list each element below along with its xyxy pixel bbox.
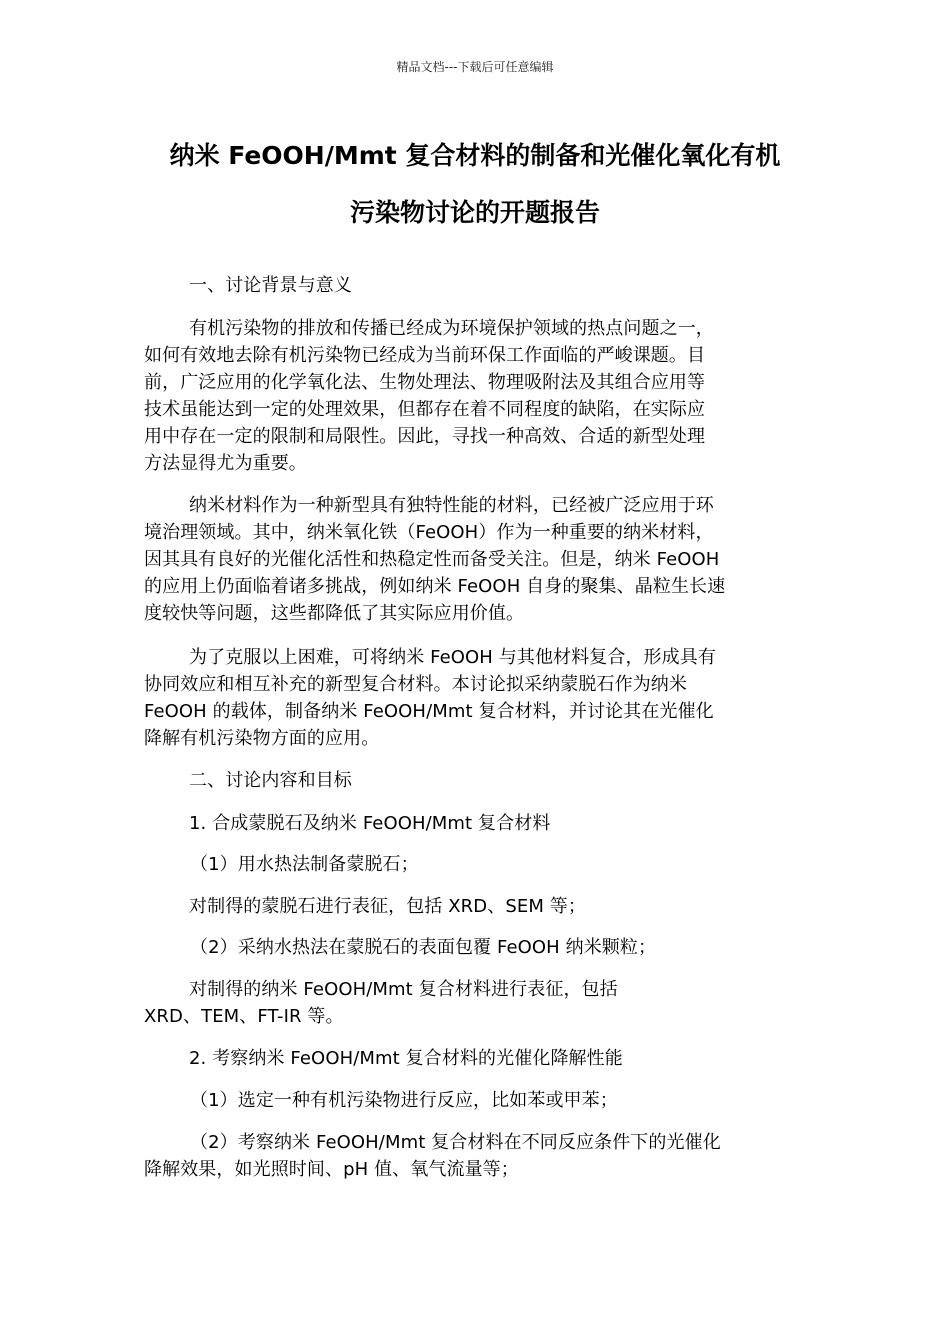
paragraph-line: 前，广泛应用的化学氧化法、生物处理法、物理吸附法及其组合应用等 xyxy=(144,372,706,393)
list-item-2-1: （1）选定一种有机污染物进行反应，比如苯或甲苯； xyxy=(190,1090,618,1111)
document-title-line-2: 污染物讨论的开题报告 xyxy=(349,198,600,227)
list-item-1: 1. 合成蒙脱石及纳米 FeOOH/Mmt 复合材料 xyxy=(189,813,551,834)
paragraph-2 xyxy=(144,492,814,627)
paragraph-line: 为了克服以上困难，可将纳米 FeOOH 与其他材料复合，形成具有 xyxy=(189,647,716,668)
paragraph-line: 如何有效地去除有机污染物已经成为当前环保工作面临的严峻课题。目 xyxy=(144,345,706,366)
section-1-heading: 一、讨论背景与意义 xyxy=(189,275,352,296)
list-item-1-1-note: 对制得的蒙脱石进行表征，包括 XRD、SEM 等； xyxy=(189,896,586,917)
paragraph-1 xyxy=(144,315,814,477)
paragraph-line: XRD、TEM、FT-IR 等。 xyxy=(144,1006,344,1027)
paragraph-line: 的应用上仍面临着诸多挑战，例如纳米 FeOOH 自身的聚集、晶粒生长速 xyxy=(144,576,726,597)
paragraph-line: 境治理领域。其中，纳米氧化铁（FeOOH）作为一种重要的纳米材料， xyxy=(144,522,714,543)
paragraph-line: 降解有机污染物方面的应用。 xyxy=(144,728,380,749)
list-item-2: 2. 考察纳米 FeOOH/Mmt 复合材料的光催化降解性能 xyxy=(189,1048,623,1069)
paragraph-line: 方法显得尤为重要。 xyxy=(144,453,307,474)
page-header: 精品文档---下载后可任意编辑 xyxy=(396,60,554,74)
paragraph-line: 纳米材料作为一种新型具有独特性能的材料，已经被广泛应用于环 xyxy=(189,495,714,516)
document-title-line-1: 纳米 FeOOH/Mmt 复合材料的制备和光催化氧化有机 xyxy=(169,141,781,170)
paragraph-line: 用中存在一定的限制和局限性。因此，寻找一种高效、合适的新型处理 xyxy=(144,426,706,447)
paragraph-line: 协同效应和相互补充的新型复合材料。本讨论拟采纳蒙脱石作为纳米 xyxy=(144,674,687,695)
list-item-2-2 xyxy=(144,1129,814,1183)
section-2-heading: 二、讨论内容和目标 xyxy=(189,770,352,791)
list-item-1-1: （1）用水热法制备蒙脱石； xyxy=(190,854,419,875)
paragraph-line: FeOOH 的载体，制备纳米 FeOOH/Mmt 复合材料，并讨论其在光催化 xyxy=(144,701,714,722)
paragraph-line: （2）考察纳米 FeOOH/Mmt 复合材料在不同反应条件下的光催化 xyxy=(190,1132,721,1153)
paragraph-line: 因其具有良好的光催化活性和热稳定性而备受关注。但是，纳米 FeOOH xyxy=(144,549,720,570)
paragraph-line: 降解效果，如光照时间、pH 值、氧气流量等； xyxy=(144,1159,519,1180)
list-item-1-2-note xyxy=(144,976,814,1030)
paragraph-line: 对制得的纳米 FeOOH/Mmt 复合材料进行表征，包括 xyxy=(189,979,618,1000)
paragraph-line: 度较快等问题，这些都降低了其实际应用价值。 xyxy=(144,603,525,624)
paragraph-line: 有机污染物的排放和传播已经成为环境保护领域的热点问题之一， xyxy=(189,318,714,339)
paragraph-3 xyxy=(144,644,814,752)
paragraph-line: 技术虽能达到一定的处理效果，但都存在着不同程度的缺陷，在实际应 xyxy=(144,399,706,420)
list-item-1-2: （2）采纳水热法在蒙脱石的表面包覆 FeOOH 纳米颗粒； xyxy=(190,937,657,958)
